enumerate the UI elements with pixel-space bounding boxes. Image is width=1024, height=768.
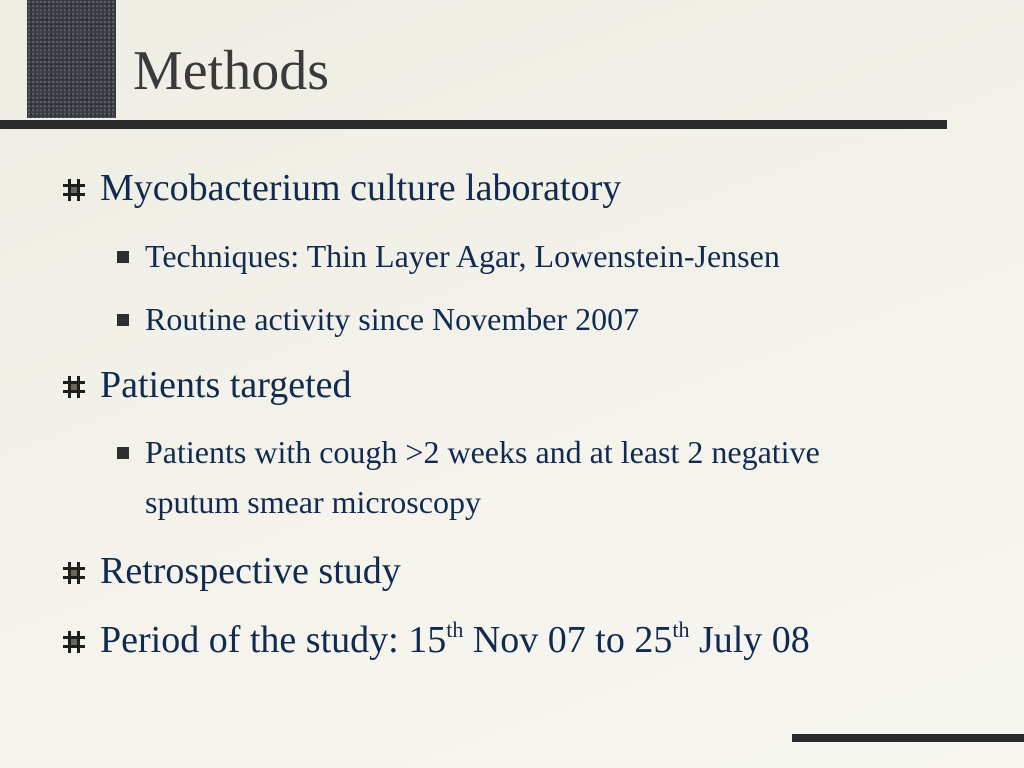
square-icon: [117, 251, 129, 263]
hash-square-icon: [63, 179, 85, 201]
sub-bullet-item: [145, 231, 945, 281]
bullet-text: Patients targeted: [100, 364, 352, 406]
hash-square-icon: [63, 376, 85, 398]
period-middle: Nov 07 to 25: [463, 619, 673, 661]
period-end-suffix: th: [672, 617, 690, 642]
bullet-item: [100, 166, 621, 210]
sub-bullet-text: Routine activity since November 2007: [145, 301, 640, 337]
square-icon: [117, 447, 129, 459]
sub-bullet-item: [145, 294, 945, 344]
sub-bullet-item: [145, 427, 845, 527]
hash-square-icon: [63, 562, 85, 584]
bullet-text: Retrospective study: [100, 550, 401, 592]
page-title: Methods: [133, 40, 329, 102]
sub-bullet-text: Techniques: Thin Layer Agar, Lowenstein-Jensen: [145, 238, 780, 274]
period-end: July 08: [689, 619, 810, 661]
bullet-text: Mycobacterium culture laboratory: [100, 167, 622, 209]
period-label: Period of the study: 15: [100, 619, 447, 661]
square-icon: [117, 314, 129, 326]
period-start-suffix: th: [446, 617, 464, 642]
bullet-item: [100, 363, 352, 407]
hash-square-icon: [63, 631, 85, 653]
footer-divider: [792, 734, 1024, 742]
bullet-item: [100, 549, 401, 593]
bullet-item-period: [100, 618, 810, 662]
sub-bullet-text: Patients with cough >2 weeks and at least 2 negative sputum smear microscopy: [145, 434, 820, 520]
